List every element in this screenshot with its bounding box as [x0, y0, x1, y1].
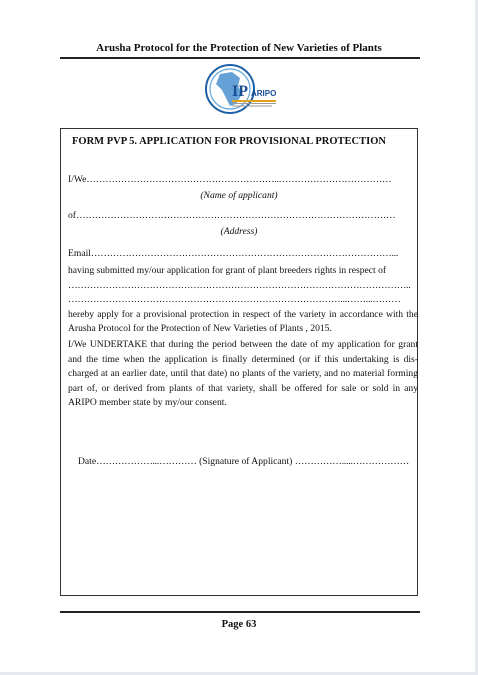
undertaking-paragraph: I/We UNDERTAKE that during the period between the date of my application for grant and the time when the application is finally determined (or if this undertaking is dis-charged at an earlier date, until that date) no plants of the variety, and no material forming part of, or derived from plants of that variety, shall be offered for sale or sold in any ARIPO member state by my/our consent. — [68, 339, 418, 408]
applicant-label: I/We — [68, 174, 87, 185]
logo-text: ARIPO — [251, 89, 277, 98]
applicant-hint: (Name of applicant) — [200, 190, 278, 201]
svg-text:IP: IP — [232, 83, 248, 100]
form-title: FORM PVP 5. APPLICATION FOR PROVISIONAL PROTECTION — [72, 136, 386, 147]
signature-line — [78, 456, 409, 467]
page-number: Page 63 — [221, 619, 257, 630]
signature-field[interactable]: …………….....……………… — [294, 456, 410, 467]
email-line — [68, 248, 398, 259]
signature-label: (Signature of Applicant) — [199, 456, 293, 467]
header-title: Arusha Protocol for the Protection of New Varieties of Plants — [96, 42, 382, 54]
footer-rule — [60, 611, 420, 613]
variety-field-2[interactable]: ……………………………………………………………………………...……...……… — [68, 294, 401, 305]
email-field[interactable]: ……………………………………………………………………………………... — [90, 248, 399, 259]
variety-paragraph — [68, 264, 418, 337]
address-line — [68, 210, 395, 221]
aripo-logo — [196, 60, 288, 118]
date-label: Date — [78, 456, 97, 467]
email-label: Email — [68, 248, 91, 259]
header-rule — [60, 57, 420, 59]
variety-field-1[interactable]: ……………………………………………………………………………………………….. — [68, 279, 411, 291]
address-label: of — [68, 210, 76, 221]
variety-intro: having submitted my/our application for grant of plant breeders rights in respect of — [68, 265, 387, 276]
date-field[interactable]: ………………...………… — [96, 456, 197, 467]
applicant-field[interactable]: ……………………………………………………..……………………………… — [86, 174, 392, 185]
address-field[interactable]: ………………………………………………………………………………………… — [76, 210, 396, 221]
provisional-request: hereby apply for a provisional protection in respect of the variety in accordance with the Arusha Protocol for the Protection of New Varieties of Plants , 2015. — [68, 308, 418, 334]
address-hint: (Address) — [220, 226, 258, 237]
applicant-line — [68, 174, 391, 185]
